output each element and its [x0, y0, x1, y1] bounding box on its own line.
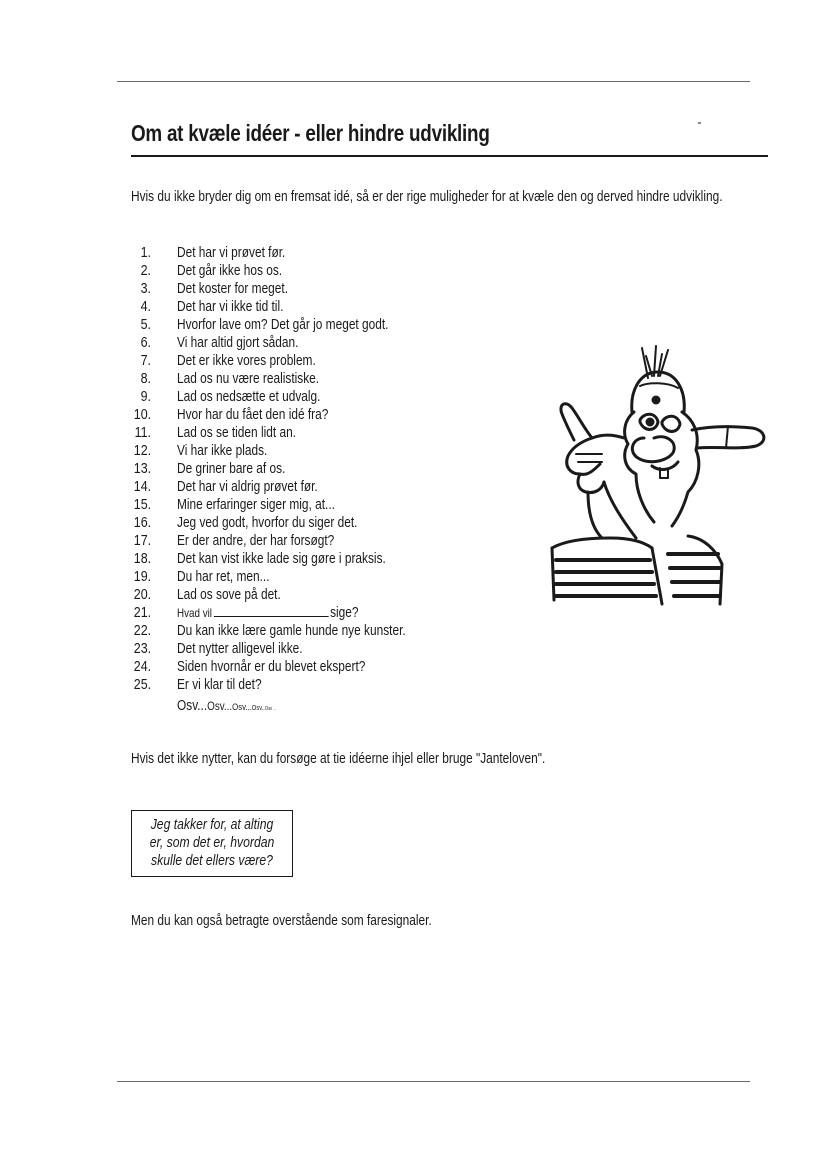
intro-paragraph: Hvis du ikke bryder dig om en fremsat idé, så er der rige muligheder for at kvæle den og derved hindre udvikling.	[131, 189, 723, 205]
quote-line: er, som det er, hvordan	[149, 835, 275, 851]
title-underline	[131, 155, 768, 157]
page-title: Om at kvæle idéer - eller hindre udvikling	[131, 120, 490, 146]
fill-in-blank	[214, 616, 329, 617]
cartoon-man-pointing-at-head-illustration	[532, 342, 772, 606]
quote-line: skulle det ellers være?	[151, 853, 273, 869]
final-paragraph: Men du kan også betragte overstående som faresignaler.	[131, 913, 432, 929]
top-divider	[117, 81, 750, 82]
quote-line: Jeg takker for, at alting	[150, 817, 274, 833]
scan-speck	[698, 122, 701, 124]
quote-box	[131, 810, 293, 877]
closing-paragraph: Hvis det ikke nytter, kan du forsøge at tie idéerne ihjel eller bruge "Janteloven".	[131, 751, 546, 767]
bottom-divider	[117, 1081, 750, 1082]
osv-trailing: Osv...Osv...Osv...Osv..Osv ..	[177, 698, 276, 714]
